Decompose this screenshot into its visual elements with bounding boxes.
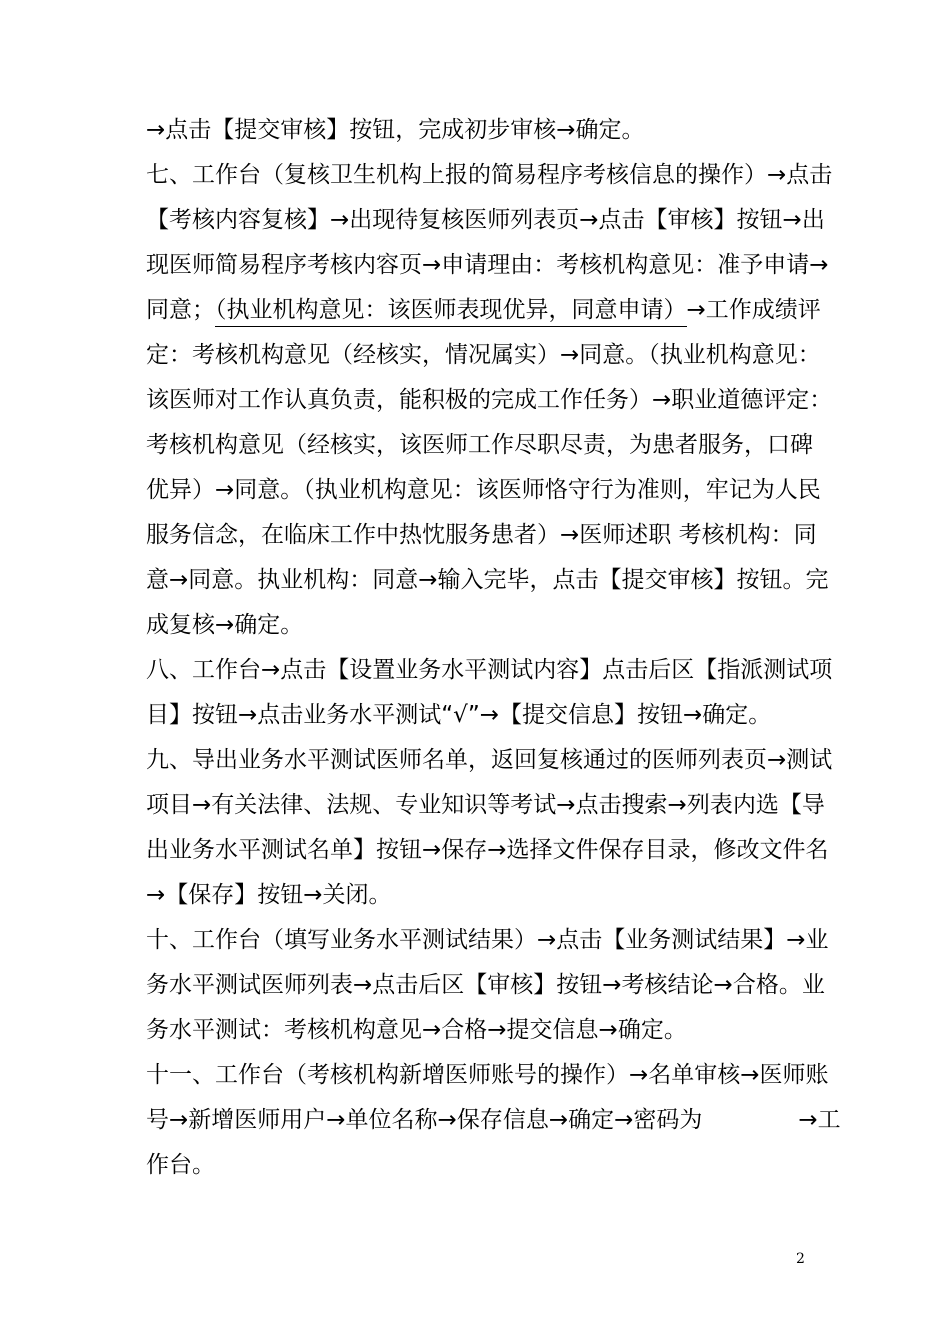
text-line: 项目→有关法律、法规、专业知识等考试→点击搜索→列表内选【导: [146, 792, 825, 818]
body-text: [146, 108, 841, 1188]
text-line: [146, 1098, 841, 1143]
text-line: 服务信念，在临床工作中热忱服务患者）→医师述职 考核机构：同: [146, 522, 817, 548]
text-line: →【保存】按钮→关闭。: [146, 882, 392, 908]
text-line: 八、工作台→点击【设置业务水平测试内容】点击后区【指派测试项: [146, 657, 833, 683]
underlined-text: （执业机构意见：该医师表现优异，同意申请）: [215, 297, 687, 327]
text-line: 成复核→确定。: [146, 612, 304, 638]
text-line: 作台。: [146, 1152, 215, 1178]
text-segment: 同意；: [146, 297, 215, 323]
text-line: 【考核内容复核】→出现待复核医师列表页→点击【审核】按钮→出: [146, 207, 825, 233]
text-line: 目】按钮→点击业务水平测试“√”→【提交信息】按钮→确定。: [146, 702, 772, 728]
text-line: 九、导出业务水平测试医师名单，返回复核通过的医师列表页→测试: [146, 747, 833, 773]
text-segment: →工作成绩评: [686, 297, 821, 323]
text-line: 七、工作台（复核卫生机构上报的简易程序考核信息的操作）→点击: [146, 162, 833, 188]
text-line: 优异）→同意。（执业机构意见：该医师恪守行为准则，牢记为人民: [146, 477, 821, 503]
text-line: 十一、工作台（考核机构新增医师账号的操作）→名单审核→医师账: [146, 1062, 829, 1088]
text-line: 该医师对工作认真负责，能积极的完成工作任务）→职业道德评定：: [146, 387, 833, 413]
text-line: [146, 288, 821, 333]
text-line: 十、工作台（填写业务水平测试结果）→点击【业务测试结果】→业: [146, 927, 829, 953]
text-line: 考核机构意见（经核实，该医师工作尽职尽责，为患者服务，口碑: [146, 432, 813, 458]
text-segment: →工: [798, 1107, 841, 1133]
text-line: 出业务水平测试名单】按钮→保存→选择文件保存目录，修改文件名: [146, 837, 829, 863]
text-line: 现医师简易程序考核内容页→申请理由：考核机构意见：准予申请→: [146, 252, 829, 278]
text-line: 务水平测试：考核机构意见→合格→提交信息→确定。: [146, 1017, 687, 1043]
text-segment: 号→新增医师用户→单位名称→保存信息→确定→密码为: [146, 1107, 703, 1133]
text-line: 务水平测试医师列表→点击后区【审核】按钮→考核结论→合格。业: [146, 972, 825, 998]
text-line: 意→同意。执业机构：同意→输入完毕，点击【提交审核】按钮。完: [146, 567, 829, 593]
text-line: →点击【提交审核】按钮，完成初步审核→确定。: [146, 117, 645, 143]
page-number: 2: [796, 1251, 805, 1267]
text-line: 定：考核机构意见（经核实，情况属实）→同意。（执业机构意见：: [146, 342, 821, 368]
